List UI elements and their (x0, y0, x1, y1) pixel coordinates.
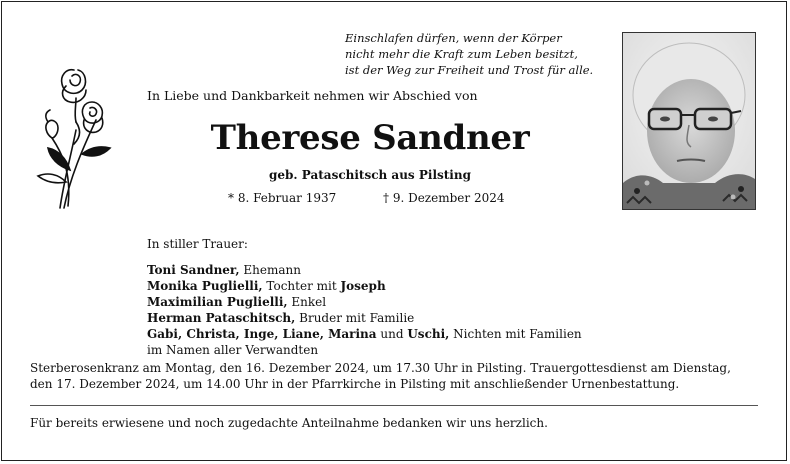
rose-icon (30, 50, 120, 210)
mourner-name: Herman Pataschitsch, (147, 311, 296, 325)
mourner-row (147, 310, 582, 326)
service-notice (30, 360, 760, 392)
maiden-name: geb. Pataschitsch aus Pilsting (269, 168, 471, 182)
mourner-name: Toni Sandner, (147, 263, 240, 277)
mourner-name: Monika Puglielli, (147, 279, 263, 293)
mourner-row (147, 278, 582, 294)
portrait-illustration (623, 33, 755, 209)
mourner-name: Maximilian Puglielli, (147, 295, 288, 309)
mourner-row (147, 294, 582, 310)
mourner-name: Uschi, (407, 327, 450, 341)
mourner-relation: Ehemann (239, 263, 301, 277)
mourner-relation: Tochter mit (262, 279, 341, 293)
epigraph-quote (345, 30, 605, 78)
mourner-row (147, 262, 582, 278)
divider (30, 405, 758, 406)
mourner-row (147, 326, 582, 342)
mourners-heading: In stiller Trauer: (147, 237, 248, 251)
mourner-relation: Nichten mit Familien (449, 327, 582, 341)
mourner-relation: und (376, 327, 408, 341)
mourner-relation: Bruder mit Familie (295, 311, 415, 325)
mourners-block (147, 236, 582, 358)
mourner-row (147, 342, 582, 358)
mourner-relation: im Namen aller Verwandten (147, 343, 319, 357)
quote-line: nicht mehr die Kraft zum Leben besitzt, (345, 47, 578, 61)
thanks-text: Für bereits erwiesene und noch zugedachte Anteilnahme bedanken wir uns herzlich. (30, 416, 548, 430)
notice-line: den 17. Dezember 2024, um 14.00 Uhr in der Pfarrkirche in Pilsting mit anschließender Urnenbestattung. (30, 377, 680, 391)
death-date: † 9. Dezember 2024 (383, 191, 505, 205)
quote-line: ist der Weg zur Freiheit und Trost für alle. (345, 63, 594, 77)
deceased-name: Therese Sandner (210, 118, 530, 158)
mourner-name: Joseph (340, 279, 386, 293)
quote-line: Einschlafen dürfen, wenn der Körper (345, 31, 562, 45)
portrait-photo (622, 32, 756, 210)
notice-line: Sterberosenkranz am Montag, den 16. Dezember 2024, um 17.30 Uhr in Pilsting. Trauergottesdienst am Dienstag, (30, 361, 731, 375)
mourner-name: Gabi, Christa, Inge, Liane, Marina (147, 327, 377, 341)
birth-date: * 8. Februar 1937 (228, 191, 337, 205)
mourner-relation: Enkel (287, 295, 327, 309)
intro-text: In Liebe und Dankbarkeit nehmen wir Abschied von (147, 88, 478, 103)
